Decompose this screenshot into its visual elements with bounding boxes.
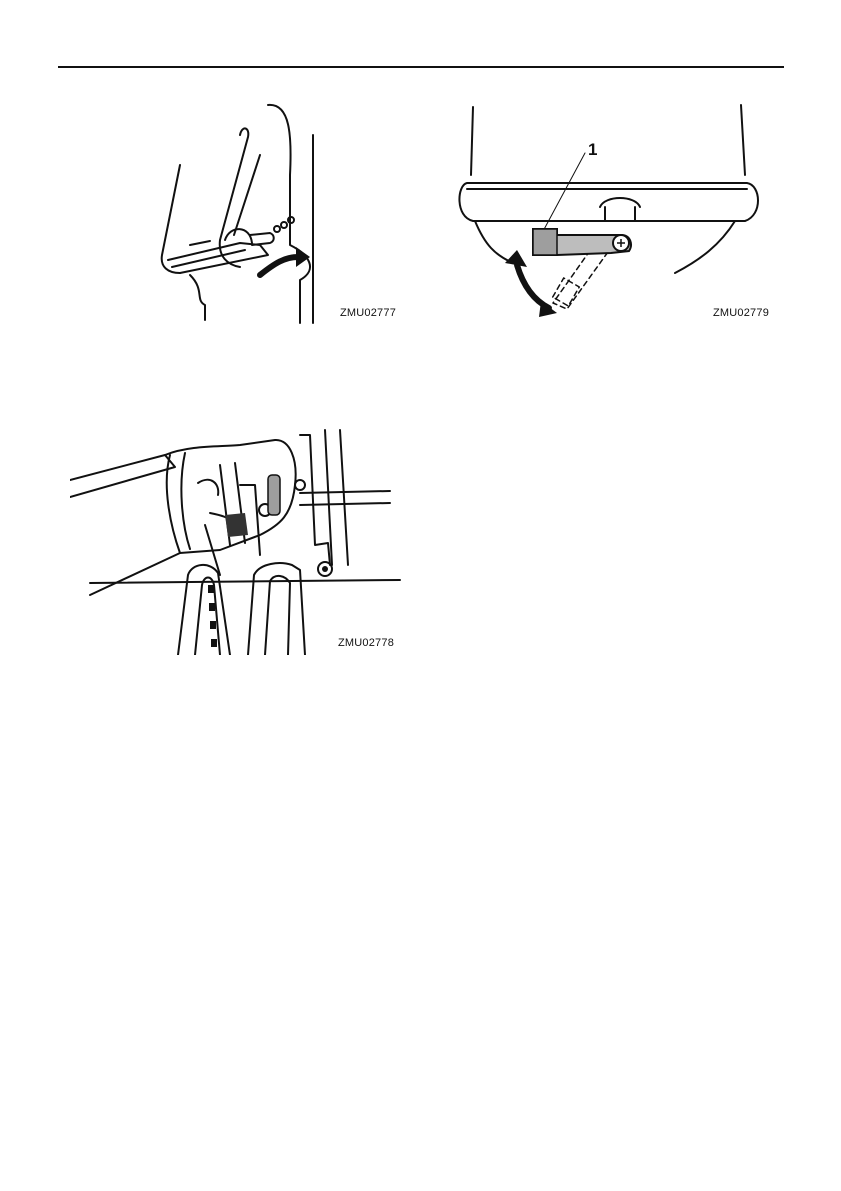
cowling-lever-illustration <box>445 95 785 325</box>
figure-tilt-mechanism <box>70 425 410 655</box>
header-rule <box>58 66 784 68</box>
tilt-mechanism-illustration <box>70 425 410 655</box>
callout-1: 1 <box>588 140 598 159</box>
figure-tilt-lever <box>150 95 410 325</box>
figure-code: ZMU02778 <box>338 637 395 649</box>
figure-code: ZMU02777 <box>340 307 397 319</box>
figure-code: ZMU02779 <box>713 307 770 319</box>
tilt-lever-illustration <box>150 95 410 325</box>
figure-cowling-lever <box>445 95 785 325</box>
